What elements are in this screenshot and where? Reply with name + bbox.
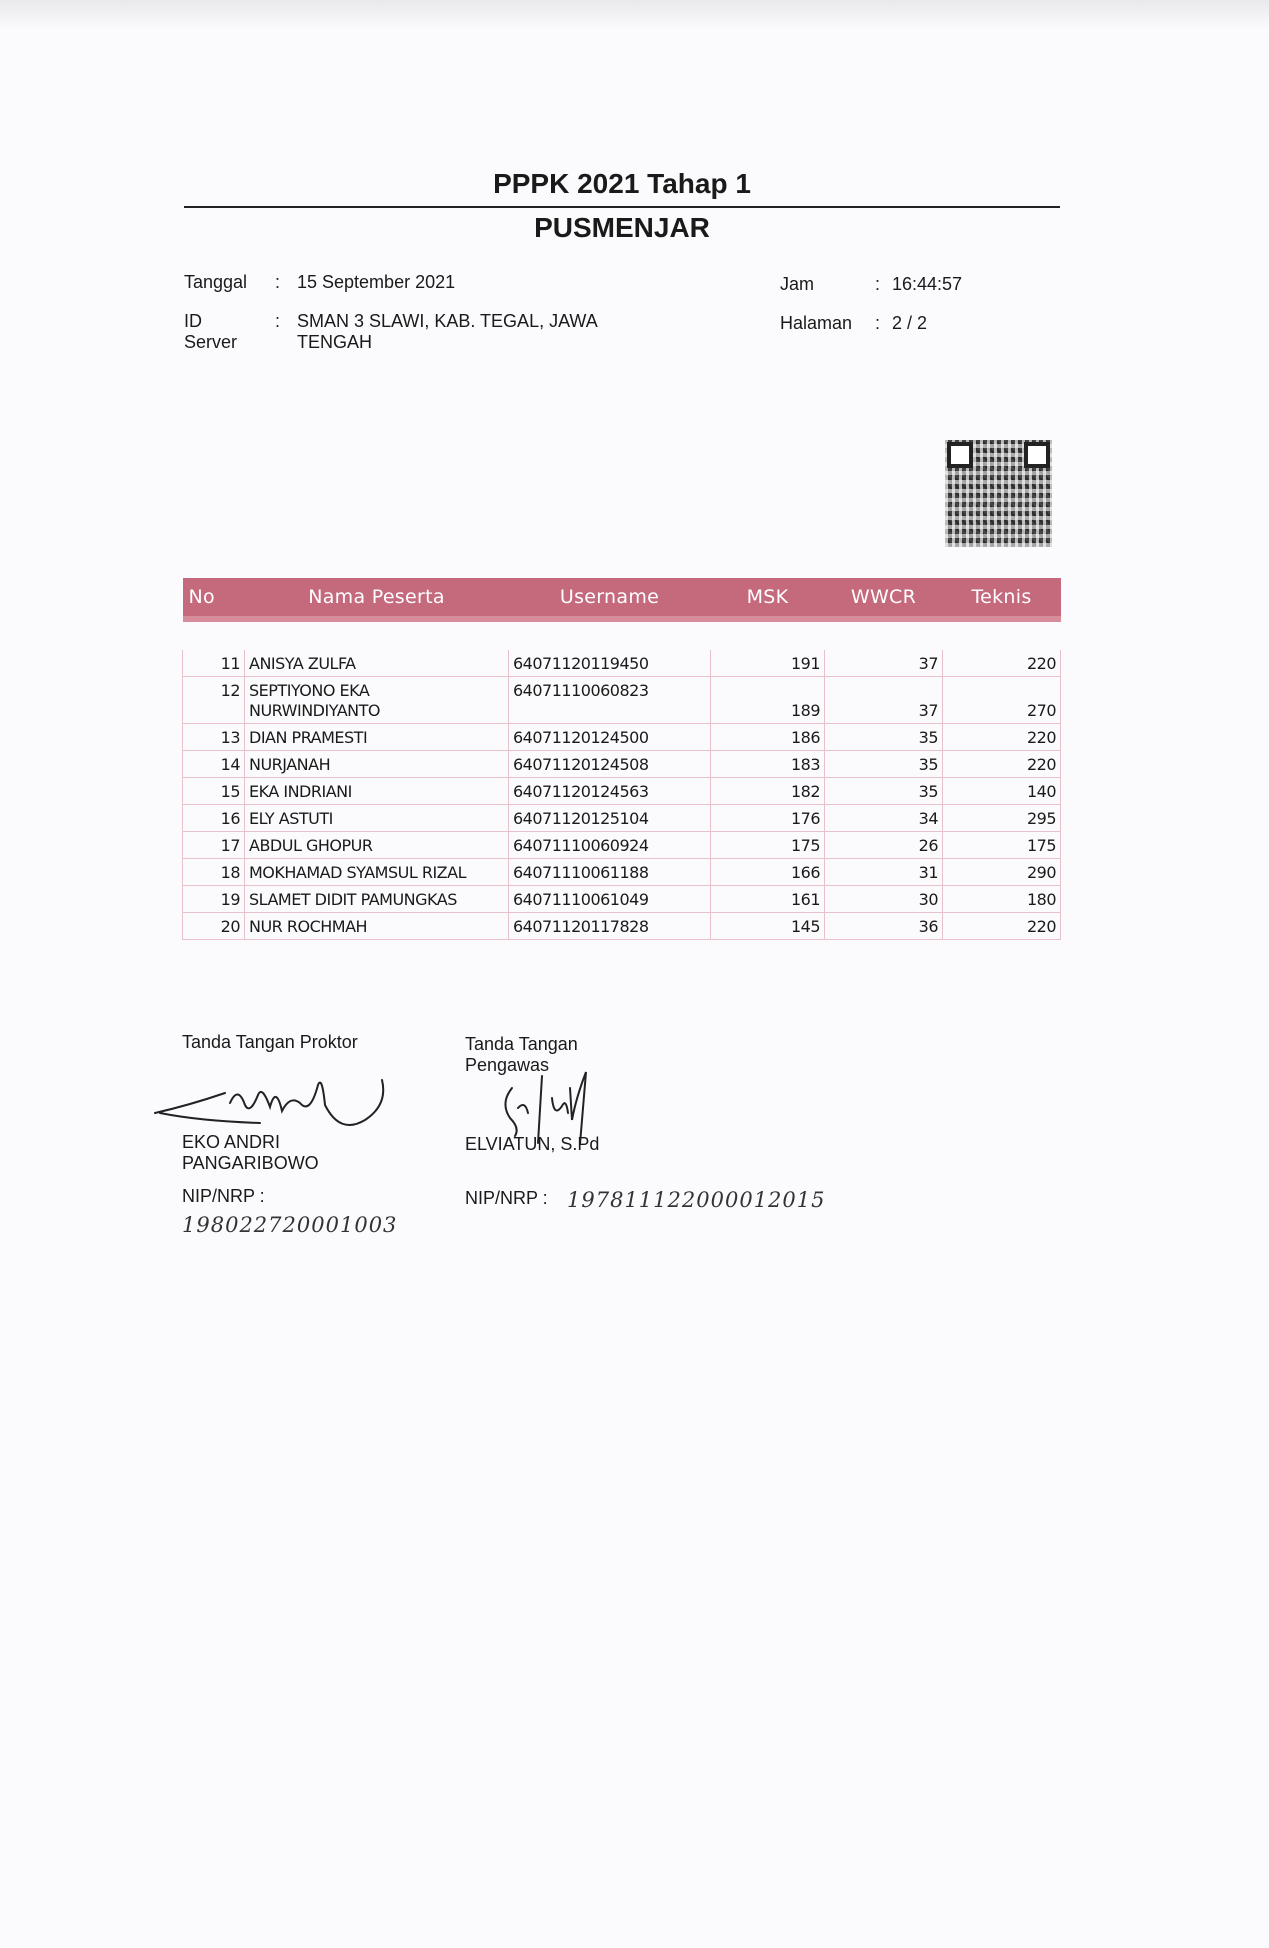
proktor-sign-label: Tanda Tangan Proktor [182, 1032, 358, 1052]
cell-username: 64071110061049 [509, 886, 711, 913]
table-row [183, 778, 1061, 805]
cell-username: 64071110060924 [509, 832, 711, 859]
halaman-value: 2 / 2 [892, 313, 928, 333]
cell-username: 64071120117828 [509, 913, 711, 940]
cell-no: 20 [183, 913, 245, 940]
cell-no: 13 [183, 724, 245, 751]
proktor-nip-label: NIP/NRP : [182, 1186, 265, 1206]
cell-msk: 183 [711, 751, 825, 778]
cell-wwcr: 26 [825, 832, 943, 859]
cell-nama: ABDUL GHOPUR [245, 832, 509, 859]
cell-wwcr: 35 [825, 751, 943, 778]
cell-wwcr: 37 [825, 650, 943, 677]
cell-msk: 175 [711, 832, 825, 859]
cell-nama: ANISYA ZULFA [245, 650, 509, 677]
cell-nama: SLAMET DIDIT PAMUNGKAS [245, 886, 509, 913]
jam-label: Jam [780, 274, 815, 294]
title-divider [184, 206, 1060, 208]
cell-teknis: 290 [943, 859, 1061, 886]
cell-msk: 176 [711, 805, 825, 832]
table-row [183, 805, 1061, 832]
cell-wwcr: 35 [825, 724, 943, 751]
scan-edge [0, 0, 1269, 30]
page-subtitle: PUSMENJAR [534, 212, 710, 243]
cell-teknis: 175 [943, 832, 1061, 859]
page-title: PPPK 2021 Tahap 1 [493, 168, 751, 199]
table-row [183, 677, 1061, 724]
cell-msk: 145 [711, 913, 825, 940]
cell-nama: NUR ROCHMAH [245, 913, 509, 940]
header-username: Username [509, 578, 711, 619]
cell-no: 12 [183, 677, 245, 724]
cell-username: 64071120125104 [509, 805, 711, 832]
table-gap [183, 619, 1061, 650]
cell-username: 64071120119450 [509, 650, 711, 677]
table-header-row [183, 578, 1061, 619]
table-row [183, 650, 1061, 677]
cell-teknis: 180 [943, 886, 1061, 913]
cell-username: 64071120124563 [509, 778, 711, 805]
cell-wwcr: 36 [825, 913, 943, 940]
cell-nama: EKA INDRIANI [245, 778, 509, 805]
cell-no: 14 [183, 751, 245, 778]
cell-no: 11 [183, 650, 245, 677]
cell-wwcr: 30 [825, 886, 943, 913]
table-row [183, 724, 1061, 751]
pengawas-sign-label: Tanda Tangan Pengawas [465, 1034, 578, 1075]
jam-colon: : [875, 274, 881, 294]
tanggal-label: Tanggal [184, 272, 248, 292]
cell-wwcr: 37 [825, 677, 943, 724]
cell-username: 64071110061188 [509, 859, 711, 886]
cell-teknis: 140 [943, 778, 1061, 805]
jam-value: 16:44:57 [892, 274, 963, 294]
table-row [183, 751, 1061, 778]
pengawas-nip-label: NIP/NRP : [465, 1188, 548, 1208]
cell-msk: 189 [711, 677, 825, 724]
proktor-signature [150, 1065, 400, 1140]
cell-nama: DIAN PRAMESTI [245, 724, 509, 751]
header-msk: MSK [711, 578, 825, 619]
table-row [183, 886, 1061, 913]
cell-no: 15 [183, 778, 245, 805]
cell-no: 18 [183, 859, 245, 886]
cell-wwcr: 35 [825, 778, 943, 805]
score-table [182, 578, 1061, 940]
cell-msk: 186 [711, 724, 825, 751]
cell-teknis: 270 [943, 677, 1061, 724]
pengawas-name: ELVIATUN, S.Pd [465, 1134, 600, 1154]
halaman-label: Halaman [780, 313, 853, 333]
cell-username: 64071120124508 [509, 751, 711, 778]
header-no: No [183, 578, 245, 619]
cell-wwcr: 34 [825, 805, 943, 832]
proktor-name: EKO ANDRI PANGARIBOWO [182, 1132, 319, 1173]
cell-nama: MOKHAMAD SYAMSUL RIZAL [245, 859, 509, 886]
cell-nama: SEPTIYONO EKA NURWINDIYANTO [245, 677, 509, 724]
header-wwcr: WWCR [825, 578, 943, 619]
cell-teknis: 220 [943, 751, 1061, 778]
tanggal-value: 15 September 2021 [297, 272, 456, 292]
id-server-label: ID Server [184, 311, 238, 352]
cell-nama: ELY ASTUTI [245, 805, 509, 832]
header-nama-peserta: Nama Peserta [245, 578, 509, 619]
id-server-colon: : [275, 311, 281, 331]
id-server-value: SMAN 3 SLAWI, KAB. TEGAL, JAWA TENGAH [297, 311, 597, 352]
cell-no: 17 [183, 832, 245, 859]
qr-code [945, 440, 1052, 547]
table-row [183, 913, 1061, 940]
cell-teknis: 220 [943, 724, 1061, 751]
cell-msk: 161 [711, 886, 825, 913]
cell-teknis: 220 [943, 913, 1061, 940]
cell-msk: 191 [711, 650, 825, 677]
cell-nama: NURJANAH [245, 751, 509, 778]
cell-msk: 182 [711, 778, 825, 805]
tanggal-colon: : [275, 272, 281, 292]
cell-msk: 166 [711, 859, 825, 886]
cell-no: 19 [183, 886, 245, 913]
cell-teknis: 220 [943, 650, 1061, 677]
proktor-nip-value: 198022720001003 [182, 1213, 398, 1237]
table-row [183, 832, 1061, 859]
halaman-colon: : [875, 313, 881, 333]
cell-username: 64071110060823 [509, 677, 711, 724]
table-row [183, 859, 1061, 886]
header-teknis: Teknis [943, 578, 1061, 619]
cell-teknis: 295 [943, 805, 1061, 832]
cell-no: 16 [183, 805, 245, 832]
pengawas-nip-value: 197811122000012015 [567, 1188, 826, 1212]
cell-wwcr: 31 [825, 859, 943, 886]
cell-username: 64071120124500 [509, 724, 711, 751]
